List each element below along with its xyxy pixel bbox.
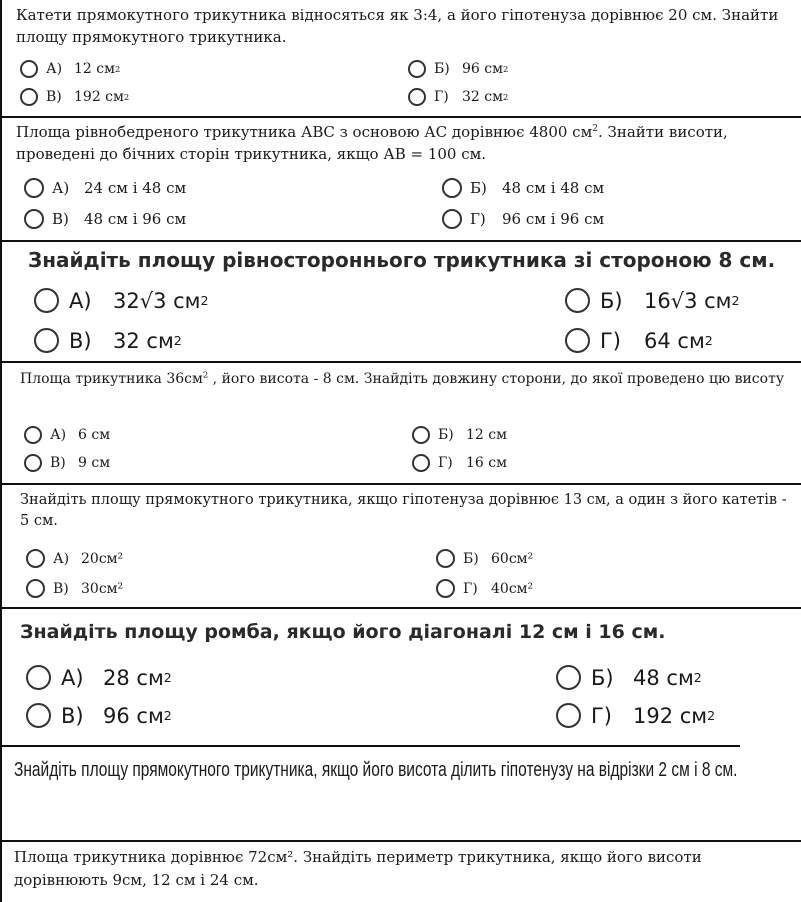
question-1-option-b[interactable]: Б) 96 см 2 [408,60,508,78]
question-3 [0,242,801,361]
radio-circle-icon[interactable] [24,178,44,198]
radio-circle-icon[interactable] [34,328,59,353]
option-letter: Г) [600,328,621,353]
option-letter: Б) [470,179,487,197]
question-5-text: Знайдіть площу прямокутного трикутника, якщо гіпотенуза дорівнює 13 см, а один з його катетів - 5 см. [20,492,787,530]
option-value: 30см² [81,580,124,597]
option-value: 32√3 см [113,288,201,313]
option-value: 16 см [466,455,507,471]
option-value: 40см² [491,580,534,597]
radio-circle-icon[interactable] [556,665,581,690]
question-7 [0,747,801,840]
option-letter: Г) [463,580,478,597]
radio-circle-icon[interactable] [26,703,51,728]
option-value: 24 см і 48 см [84,179,187,197]
option-letter: В) [69,328,92,353]
option-value: 6 см [78,427,111,443]
radio-circle-icon[interactable] [565,328,590,353]
radio-circle-icon[interactable] [412,454,430,472]
question-8-text: Площа трикутника дорівнює 72см². Знайдіть периметр трикутника, якщо його висоти дорівнюють 9см, 12 см і 24 см. [14,848,702,889]
question-4-option-d[interactable] [412,454,507,472]
option-value: 32 см [462,89,503,105]
question-1-option-d[interactable]: Г) 32 см 2 [408,88,508,106]
question-3-option-a[interactable]: А) 32√3 см 2 [34,288,209,313]
question-2-text-before: Площа рівнобедреного трикутника АВС з основою АС дорівнює 4800 см [16,123,593,141]
option-value: 12 см [74,61,115,77]
question-4-option-c[interactable] [24,454,110,472]
question-2-option-b[interactable] [442,178,604,198]
question-6-text: Знайдіть площу ромба, якщо його діагоналі 12 см і 16 см. [20,621,666,643]
question-3-text: Знайдіть площу рівностороннього трикутника зі стороною 8 см. [28,248,776,272]
radio-circle-icon[interactable] [412,426,430,444]
question-1-text: Катети прямокутного трикутника відносяться як 3:4, а його гіпотенуза дорівнює 20 см. Знайти площу прямокутного трикутника. [16,6,779,46]
radio-circle-icon[interactable] [24,209,44,229]
radio-circle-icon[interactable] [20,88,38,106]
option-letter: Г) [470,210,486,228]
question-1 [0,0,801,116]
radio-circle-icon[interactable] [442,178,462,198]
option-letter: Б) [463,550,479,567]
radio-circle-icon[interactable] [565,288,590,313]
radio-circle-icon[interactable] [26,665,51,690]
question-4-option-a[interactable] [24,426,110,444]
question-4-text-sup: 2 [202,369,209,380]
question-2-option-d[interactable] [442,209,604,229]
option-letter: А) [61,665,84,690]
question-2-option-c[interactable] [24,209,186,229]
question-1-option-c[interactable]: В) 192 см 2 [20,88,129,106]
radio-circle-icon[interactable] [20,60,38,78]
question-6 [0,609,801,745]
option-value: 28 см [103,665,164,690]
radio-circle-icon[interactable] [436,549,455,568]
question-5 [0,485,801,607]
option-letter: А) [50,427,67,443]
option-value: 96 см [103,703,164,728]
question-5-option-c[interactable] [26,579,123,598]
question-6-option-d[interactable]: Г) 192 см 2 [556,703,715,728]
question-2-option-a[interactable] [24,178,186,198]
option-letter: Б) [600,288,623,313]
option-value: 60см² [491,550,534,567]
option-value: 64 см [644,328,705,353]
option-letter: Г) [438,455,453,471]
radio-circle-icon[interactable] [436,579,455,598]
option-letter: Б) [434,61,450,77]
question-2 [0,118,801,240]
option-letter: Б) [438,427,454,443]
question-5-option-a[interactable] [26,549,123,568]
option-value: 96 см [462,61,503,77]
option-value: 96 см і 96 см [502,210,605,228]
option-value: 192 см [74,89,124,105]
option-letter: Б) [591,665,614,690]
question-2-text-sup: 2 [592,124,598,134]
radio-circle-icon[interactable] [34,288,59,313]
question-3-option-b[interactable]: Б) 16√3 см 2 [565,288,740,313]
question-4-text-after: , його висота - 8 см. Знайдіть довжину сторони, до якої проведено цю висоту [208,371,785,387]
option-letter: В) [52,210,69,228]
radio-circle-icon[interactable] [556,703,581,728]
question-5-option-d[interactable] [436,579,533,598]
radio-circle-icon[interactable] [442,209,462,229]
question-6-option-a[interactable]: А) 28 см 2 [26,665,172,690]
question-4 [0,363,801,483]
radio-circle-icon[interactable] [408,60,426,78]
option-value: 16√3 см [644,288,732,313]
question-3-option-c[interactable]: В) 32 см 2 [34,328,182,353]
option-value: 12 см [466,427,507,443]
option-value: 32 см [113,328,174,353]
option-value: 48 см [633,665,694,690]
option-letter: Г) [591,703,612,728]
option-letter: А) [46,61,63,77]
option-value: 20см² [81,550,124,567]
question-6-option-c[interactable]: В) 96 см 2 [26,703,172,728]
question-1-option-a[interactable]: А) 12 см 2 [20,60,120,78]
option-value: 48 см і 48 см [502,179,605,197]
option-letter: В) [61,703,84,728]
radio-circle-icon[interactable] [26,579,45,598]
question-5-option-b[interactable] [436,549,533,568]
option-value: 9 см [78,455,111,471]
question-4-option-b[interactable] [412,426,507,444]
option-letter: В) [46,89,62,105]
question-4-text-before: Площа трикутника 36см [20,371,203,387]
question-8 [0,842,801,902]
radio-circle-icon[interactable] [24,426,42,444]
option-value: 192 см [633,703,708,728]
radio-circle-icon[interactable] [26,549,45,568]
option-letter: А) [69,288,92,313]
option-letter: В) [50,455,66,471]
option-letter: А) [53,550,70,567]
option-letter: В) [53,580,69,597]
question-7-text: Знайдіть площу прямокутного трикутника, якщо його висота ділить гіпотенузу на відрізки 2 см і 8 см. [14,759,738,781]
option-letter: А) [52,179,70,197]
radio-circle-icon[interactable] [24,454,42,472]
option-value: 48 см і 96 см [84,210,187,228]
question-2-text-after: . Знайти висоти, проведені до бічних сторін трикутника, якщо АВ = 100 см. [16,123,728,163]
question-6-option-b[interactable]: Б) 48 см 2 [556,665,702,690]
question-3-option-d[interactable]: Г) 64 см 2 [565,328,713,353]
question-2-text [16,122,791,166]
question-4-text [20,369,791,389]
radio-circle-icon[interactable] [408,88,426,106]
option-letter: Г) [434,89,449,105]
